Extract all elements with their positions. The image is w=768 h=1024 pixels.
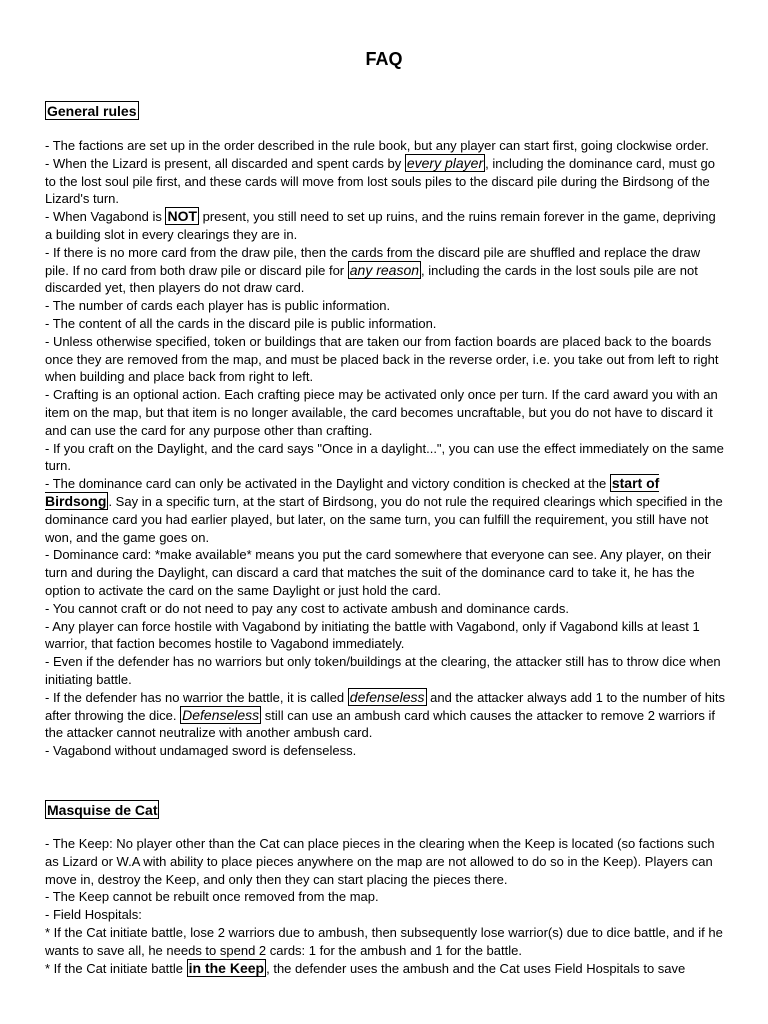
faq-item: - Vagabond without undamaged sword is defenseless. xyxy=(45,743,357,759)
section-heading-marquise-de-cat: Masquise de Cat xyxy=(47,802,158,818)
faq-item: - The dominance card can only be activated in the Daylight and victory condition is checked at the start of Birdsong . Say in a specific turn, at the start of Birdsong, you do not rule the required clearings which specified in the dominance card you had earlier played, but later, on the same turn, you can fulfill the requirement, you still have not won, and the game goes on. xyxy=(45,475,723,545)
section-heading-general-rules: General rules xyxy=(47,103,137,119)
faq-item: - Field Hospitals: xyxy=(45,907,142,923)
faq-item: - If you craft on the Daylight, and the card says "Once in a daylight...", you can use the effect immediately on the same turn. xyxy=(45,440,724,474)
faq-item: - You cannot craft or do not need to pay any cost to activate ambush and dominance cards. xyxy=(45,600,569,616)
faq-item: - The Keep: No player other than the Cat can place pieces in the clearing when the Keep is located (so factions such as Lizard or W.A with ability to place pieces anywhere on the map are not allowed to do so in the Keep). Players can move in, destroy the Keep, and only then they can start placing the pieces there. xyxy=(45,836,715,887)
emphasis-box: start of Birdsong xyxy=(45,475,660,509)
emphasis-box: in the Keep xyxy=(188,959,265,976)
emphasis-box: every player xyxy=(406,154,484,171)
marquise-de-cat-body xyxy=(45,835,725,977)
emphasis-box: Defenseless xyxy=(182,706,260,723)
faq-item: - When Vagabond is NOT present, you still need to set up ruins, and the ruins remain forever in the game, depriving a building slot in every clearings they are in. xyxy=(45,208,716,242)
faq-item: - Unless otherwise specified, token or buildings that are taken our from faction boards are placed back to the boards once they are removed from the map, and must be placed back in the reverse order, i.e. you take out from left to right when building and place back from right to left. xyxy=(45,333,719,385)
emphasis-box: NOT xyxy=(167,208,198,225)
faq-item: * If the Cat initiate battle, lose 2 warriors due to ambush, then subsequently lose warrior(s) due to dice battle, and if he wants to save all, he needs to spend 2 cards: 1 for the ambush and 1 for the battle. xyxy=(45,924,723,958)
faq-item: - If there is no more card from the draw pile, then the cards from the discard pile are shuffled and replace the draw pile. If no card from both draw pile or discard pile for any reason , including the cards in the lost souls pile are not discarded yet, then players do not draw card. xyxy=(45,244,701,296)
emphasis-box: defenseless xyxy=(349,688,425,705)
faq-item: - Crafting is an optional action. Each crafting piece may be activated only once per turn. If the card award you with an item on the map, but that item is no longer available, the card becomes uncraftable, but you do not have to discard it and can use the card for any purpose other than crafting. xyxy=(45,387,718,438)
emphasis-box: any reason xyxy=(349,261,420,278)
faq-item: - If the defender has no warrior the battle, it is called defenseless and the attacker always add 1 to the number of hits after throwing the dice. Defenseless still can use an ambush card which causes the attacker to remove 2 warriors if the attacker cannot neutralize with another ambush card. xyxy=(45,688,725,741)
page-title: FAQ xyxy=(365,49,403,69)
faq-item: * If the Cat initiate battle in the Keep , the defender uses the ambush and the Cat uses Field Hospitals to save xyxy=(45,959,686,976)
faq-item: - Any player can force hostile with Vagabond by initiating the battle with Vagabond, only if Vagabond kills at least 1 warrior, that faction becomes hostile to Vagabond immediately. xyxy=(45,618,700,652)
faq-item: - When the Lizard is present, all discarded and spent cards by every player , including the dominance card, must go to the lost soul pile first, and these cards will move from lost souls piles to the discard pile during the Birdsong of the Lizard's turn. xyxy=(45,154,715,207)
faq-item: - The content of all the cards in the discard pile is public information. xyxy=(45,315,437,331)
faq-item: - The Keep cannot be rebuilt once removed from the map. xyxy=(45,889,379,905)
faq-item: - Even if the defender has no warriors but only token/buildings at the clearing, the attacker still has to throw dice when initiating battle. xyxy=(45,654,721,687)
general-rules-body xyxy=(45,137,725,760)
faq-item: - The number of cards each player has is public information. xyxy=(45,298,391,314)
faq-item: - Dominance card: *make available* means you put the card somewhere that everyone can see. Any player, on their turn and during the Daylight, can discard a card that matches the suit of the dominance card to take it, he has the option to activate the card on the same Daylight or just hold the card. xyxy=(45,547,712,598)
faq-item: - The factions are set up in the order described in the rule book, but any player can start first, going clockwise order. xyxy=(45,138,709,153)
